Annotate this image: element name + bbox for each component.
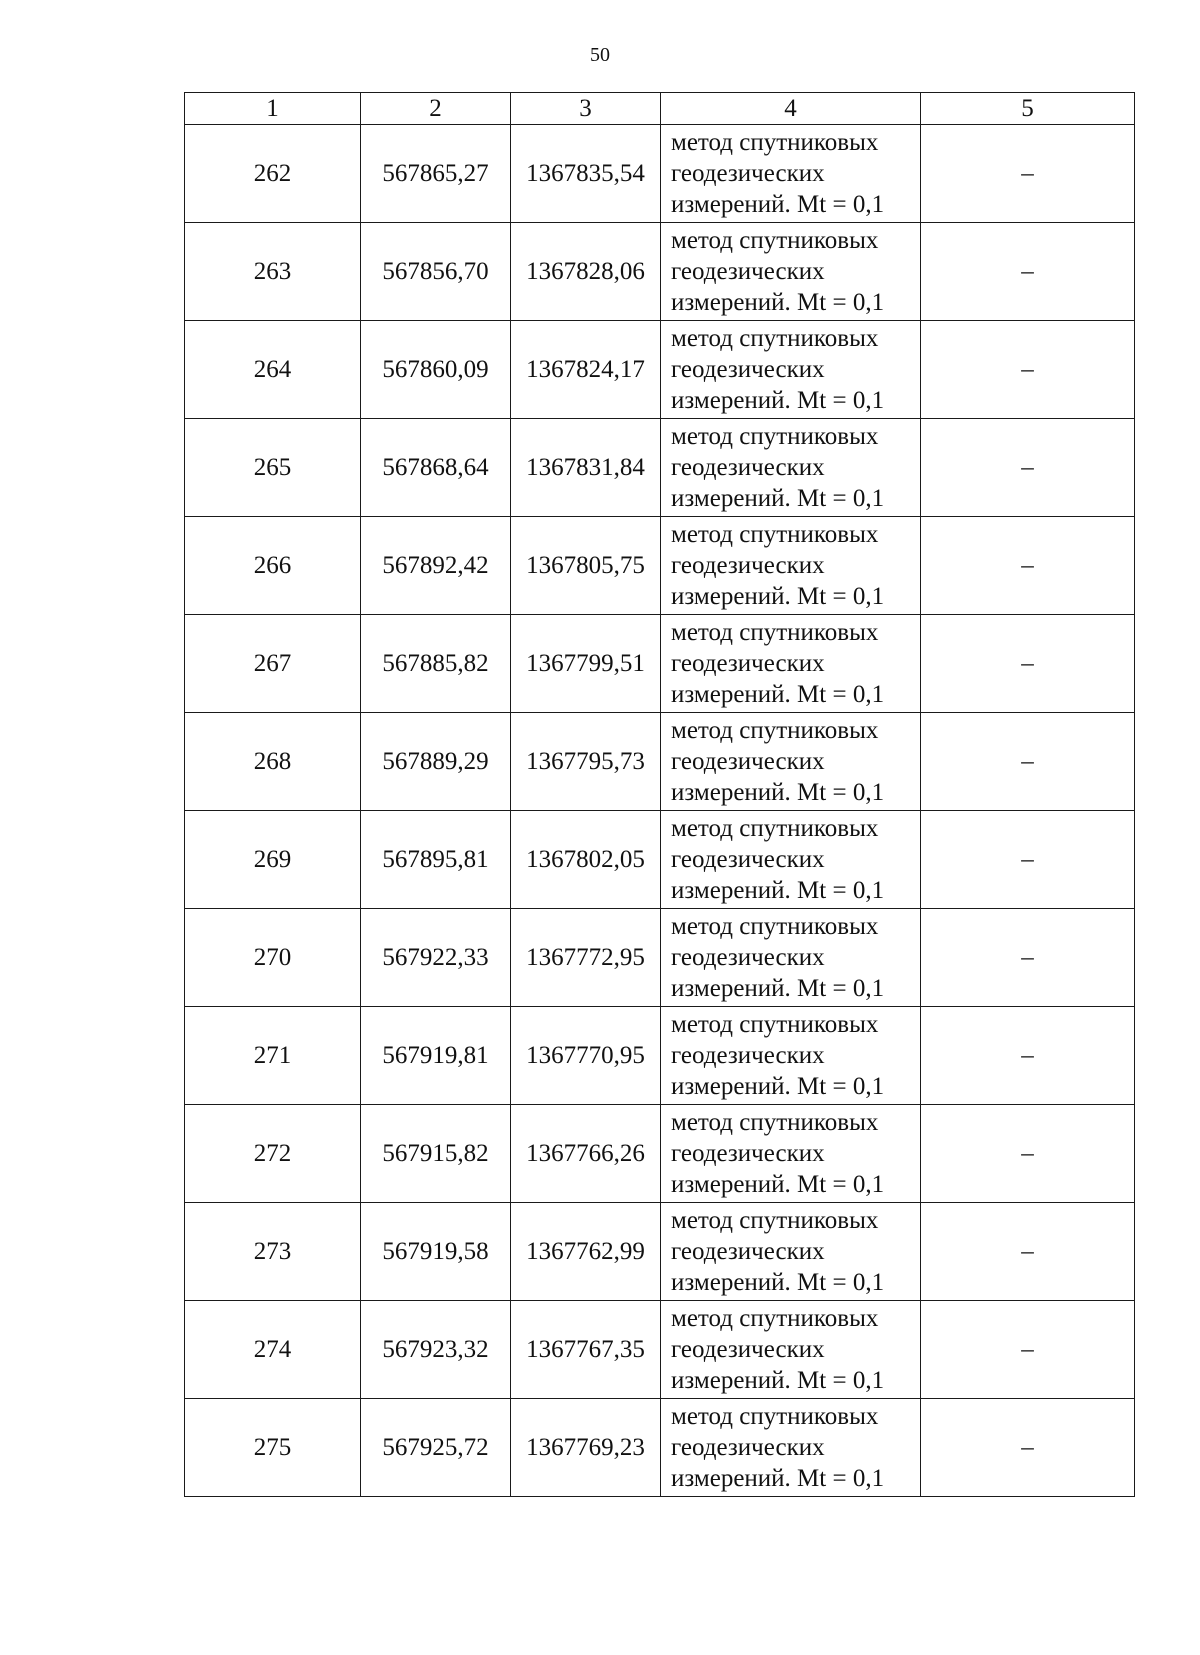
table-body xyxy=(185,125,1135,1497)
x-coordinate-cell: 567925,72 xyxy=(361,1399,511,1497)
point-number-cell: 269 xyxy=(185,811,361,909)
table-row xyxy=(185,1203,1135,1301)
method-cell: метод спутниковых геодезических измерений. Mt = 0,1 xyxy=(661,517,921,615)
table-row xyxy=(185,1007,1135,1105)
method-cell: метод спутниковых геодезических измерений. Mt = 0,1 xyxy=(661,1105,921,1203)
x-coordinate-cell: 567895,81 xyxy=(361,811,511,909)
note-cell: – xyxy=(921,713,1135,811)
method-cell: метод спутниковых геодезических измерений. Mt = 0,1 xyxy=(661,909,921,1007)
note-cell: – xyxy=(921,1007,1135,1105)
point-number-cell: 270 xyxy=(185,909,361,1007)
y-coordinate-cell: 1367835,54 xyxy=(511,125,661,223)
x-coordinate-cell: 567892,42 xyxy=(361,517,511,615)
point-number-cell: 268 xyxy=(185,713,361,811)
y-coordinate-cell: 1367767,35 xyxy=(511,1301,661,1399)
point-number-cell: 267 xyxy=(185,615,361,713)
x-coordinate-cell: 567865,27 xyxy=(361,125,511,223)
x-coordinate-cell: 567860,09 xyxy=(361,321,511,419)
note-cell: – xyxy=(921,909,1135,1007)
point-number-cell: 271 xyxy=(185,1007,361,1105)
column-header-4: 4 xyxy=(661,93,921,125)
table-row xyxy=(185,713,1135,811)
y-coordinate-cell: 1367824,17 xyxy=(511,321,661,419)
x-coordinate-cell: 567922,33 xyxy=(361,909,511,1007)
note-cell: – xyxy=(921,321,1135,419)
note-cell: – xyxy=(921,223,1135,321)
note-cell: – xyxy=(921,811,1135,909)
x-coordinate-cell: 567915,82 xyxy=(361,1105,511,1203)
column-header-2: 2 xyxy=(361,93,511,125)
table-row xyxy=(185,1399,1135,1497)
point-number-cell: 275 xyxy=(185,1399,361,1497)
table-row xyxy=(185,909,1135,1007)
table-row xyxy=(185,125,1135,223)
method-cell: метод спутниковых геодезических измерений. Mt = 0,1 xyxy=(661,1203,921,1301)
method-cell: метод спутниковых геодезических измерений. Mt = 0,1 xyxy=(661,1399,921,1497)
y-coordinate-cell: 1367802,05 xyxy=(511,811,661,909)
table-row xyxy=(185,517,1135,615)
x-coordinate-cell: 567868,64 xyxy=(361,419,511,517)
method-cell: метод спутниковых геодезических измерений. Mt = 0,1 xyxy=(661,615,921,713)
table-row xyxy=(185,1301,1135,1399)
note-cell: – xyxy=(921,1301,1135,1399)
note-cell: – xyxy=(921,1203,1135,1301)
table-row xyxy=(185,321,1135,419)
method-cell: метод спутниковых геодезических измерений. Mt = 0,1 xyxy=(661,321,921,419)
y-coordinate-cell: 1367828,06 xyxy=(511,223,661,321)
y-coordinate-cell: 1367795,73 xyxy=(511,713,661,811)
point-number-cell: 263 xyxy=(185,223,361,321)
method-cell: метод спутниковых геодезических измерений. Mt = 0,1 xyxy=(661,811,921,909)
column-header-5: 5 xyxy=(921,93,1135,125)
table-row xyxy=(185,811,1135,909)
method-cell: метод спутниковых геодезических измерений. Mt = 0,1 xyxy=(661,125,921,223)
table-row xyxy=(185,1105,1135,1203)
table-row xyxy=(185,223,1135,321)
y-coordinate-cell: 1367772,95 xyxy=(511,909,661,1007)
y-coordinate-cell: 1367769,23 xyxy=(511,1399,661,1497)
point-number-cell: 272 xyxy=(185,1105,361,1203)
method-cell: метод спутниковых геодезических измерений. Mt = 0,1 xyxy=(661,1301,921,1399)
point-number-cell: 274 xyxy=(185,1301,361,1399)
table-row xyxy=(185,615,1135,713)
note-cell: – xyxy=(921,419,1135,517)
x-coordinate-cell: 567856,70 xyxy=(361,223,511,321)
page-number: 50 xyxy=(590,44,610,66)
y-coordinate-cell: 1367805,75 xyxy=(511,517,661,615)
column-header-1: 1 xyxy=(185,93,361,125)
y-coordinate-cell: 1367799,51 xyxy=(511,615,661,713)
method-cell: метод спутниковых геодезических измерений. Mt = 0,1 xyxy=(661,419,921,517)
y-coordinate-cell: 1367831,84 xyxy=(511,419,661,517)
y-coordinate-cell: 1367766,26 xyxy=(511,1105,661,1203)
x-coordinate-cell: 567923,32 xyxy=(361,1301,511,1399)
coordinates-table xyxy=(184,92,1135,1497)
point-number-cell: 273 xyxy=(185,1203,361,1301)
note-cell: – xyxy=(921,125,1135,223)
x-coordinate-cell: 567885,82 xyxy=(361,615,511,713)
note-cell: – xyxy=(921,1105,1135,1203)
method-cell: метод спутниковых геодезических измерений. Mt = 0,1 xyxy=(661,223,921,321)
x-coordinate-cell: 567889,29 xyxy=(361,713,511,811)
point-number-cell: 266 xyxy=(185,517,361,615)
note-cell: – xyxy=(921,1399,1135,1497)
y-coordinate-cell: 1367762,99 xyxy=(511,1203,661,1301)
point-number-cell: 262 xyxy=(185,125,361,223)
point-number-cell: 265 xyxy=(185,419,361,517)
method-cell: метод спутниковых геодезических измерений. Mt = 0,1 xyxy=(661,713,921,811)
x-coordinate-cell: 567919,58 xyxy=(361,1203,511,1301)
point-number-cell: 264 xyxy=(185,321,361,419)
column-header-3: 3 xyxy=(511,93,661,125)
y-coordinate-cell: 1367770,95 xyxy=(511,1007,661,1105)
note-cell: – xyxy=(921,615,1135,713)
table-row xyxy=(185,419,1135,517)
method-cell: метод спутниковых геодезических измерений. Mt = 0,1 xyxy=(661,1007,921,1105)
note-cell: – xyxy=(921,517,1135,615)
x-coordinate-cell: 567919,81 xyxy=(361,1007,511,1105)
table-header-row xyxy=(185,93,1135,125)
